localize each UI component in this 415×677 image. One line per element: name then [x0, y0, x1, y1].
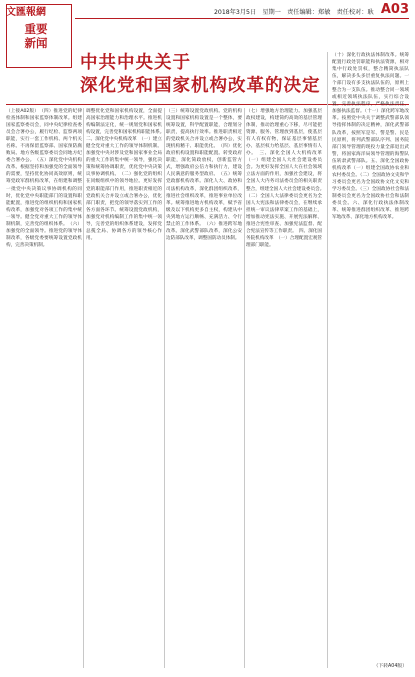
section-title: 重要 新闻: [24, 22, 48, 50]
article-column-4: （七）增强地方治理能力。加强基层政权建设，构建简约高效的基层管理体制，推动治理重心下移，尽可能把资源、服务、管理放到基层，使基层有人有权有物，保证基层事情基层办、基层权力给基层、基层事情有人办。 三、深化全国人大机构改革 （一）组建全国人大社会建设委员会。为更好发挥全国人大在社会领域立法方面的作用，加强社会建设，将全国人大内务司法委员会的相关职责整合，组建全国人大社会建设委员会。 （二）全国人大法律委员会更名为全国人大宪法和法律委员会，在继续承担统一审议法律草案工作的基础上，增加推动宪法实施、开展宪法解释、推进合宪性审查、加强宪法监督、配合宪法宣传等工作职责。 四、深化国务院机构改革 （一）合理配置宏观管理部门职能。: [246, 109, 327, 248]
article-column-2: 调整优化党和国家机构设置，全面提高国家治理能力和治理水平。推进机构编制法定化，统一规划党和国家机构设置，完善党和国家机构职能体系。 二、深化党中央机构改革 （一）建立健全党对重大工作的领导体制机制。加强党中央对涉及党和国家事业全局的重大工作的集中统一领导，强化决策和统筹协调职责，优化党中央决策议事协调机构。 （二）强化党的组织在同级组织中的领导地位。更好发挥党的职能部门作用，推进职责相近的党政机关合并设立或合署办公，优化部门职责，把党的领导落实到工作的各方面各环节。统筹设置党政机构，加强党对机构编制工作的集中统一领导，完善党的组织体系建设，发挥党总揽全局、协调各方的领导核心作用。: [86, 109, 167, 241]
article-column-5: （十）深化行政执法体制改革。统筹配置行政处罚职能和执法资源，相对集中行政处罚权，整合精简执法队伍，解决多头多层重复执法问题。一个部门设有多支执法队伍的，原则上整合为一支队伍。推动整合同一领域或相近领域执法队伍，实行综合设置。完善执法程序，严格执法责任，加强执法监督。（十一）深化跨军地改革。按照党中央关于调整武警部队领导指挥体制的决定精神，深化武警部队改革，按照军是军、警是警、民是民原则，将列武警部队序列、国务院部门领导管理的现役力量全部退出武警，将国家海洋局领导管理的海警队伍转隶武警部队。五、深化全国政协机构改革（一）组建全国政协农业和农村委员会。（二）全国政协文史和学习委员会更名为全国政协文化文史和学习委员会。（三）全国政协社会和法制委员会更名为全国政协社会和法制委员会。六、深化行政执法体制改革、统筹推进群团组织改革、推进跨军地改革、深化地方机构改革。: [332, 53, 409, 221]
article-column-1: （上接A02版） （四）推进党的纪律检查体制和国家监察体制改革。组建国家监察委员会，同中央纪律检查委员会合署办公，履行纪检、监察两项职能，实行一套工作机构、两个机关名称。不再保留监察部、国家预防腐败局。地方各级监察委员会同地方纪委合署办公。 （五）深化党中央机构改革。根据坚持和加强党的全面领导的需要，坚持优化协同高效原则，统筹党政军群机构改革，在组建和调整一批党中央决策议事协调机构的同时，优化党中央职能部门的设置和职能配置，推进党的组织机构和国家机构改革，加强党对各项工作的集中统一领导。健全党对重大工作的领导体制机制，完善党的组织体系。 （六）加强党的全面领导。推进党的领导体制改革，各级党委要统筹设置党政机构，完善决策机制。: [6, 109, 82, 248]
column-divider: [83, 108, 84, 668]
date-editor-line: 2018年3月5日 星期一 责任编辑：郑敏 责任校对：耿: [214, 9, 380, 16]
continued-note: （下转A04版）: [373, 664, 407, 669]
column-divider: [327, 52, 328, 668]
top-rule: [75, 18, 409, 19]
article-column-3: （三）统筹设置党政机构。党的机构设置和国家机构设置是一个整体，要统筹设置，科学配置职能，合理划分职责，提高执行效率。推进职责相近的党政机关合并设立或合署办公，实现机构精干、职能优化。 （四）优化政府机构设置和职能配置。转变政府职能，深化简政放权，创新监管方式，增强政府公信力和执行力，建设人民满意的服务型政府。 （五）统筹党政群机构改革。深化人大、政协和司法机构改革，深化群团组织改革，推进社会组织改革，推进事业单位改革。统筹推进地方机构改革，赋予省级及以下机构更多自主权，构建从中央到地方运行顺畅、充满活力、令行禁止的工作体系。 （六）推进跨军地改革。深化武警部队改革，深化公安边防部队改革，调整国防动员体制。: [166, 109, 242, 241]
column-divider: [164, 108, 165, 668]
column-divider: [244, 108, 245, 668]
headline-line-2: 深化党和国家机构改革的决定: [80, 76, 321, 96]
headline-line-1: 中共中央关于: [80, 53, 191, 73]
newspaper-logo: 文匯報網: [6, 7, 46, 18]
page-number: A03: [380, 2, 409, 17]
